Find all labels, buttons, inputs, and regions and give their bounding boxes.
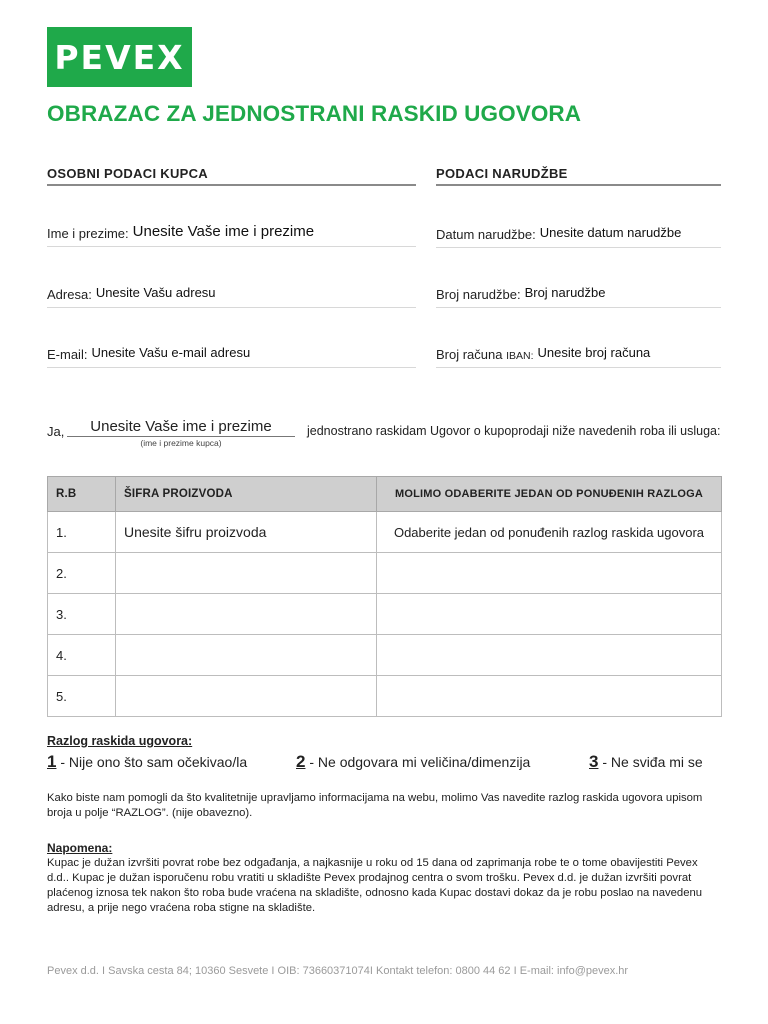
header-rb: R.B (48, 477, 116, 512)
reason-text: - Ne odgovara mi veličina/dimenzija (305, 754, 531, 770)
account-label (436, 347, 534, 367)
buyer-section-heading: OSOBNI PODACI KUPCA (47, 166, 208, 181)
declaration-prefix: Ja, (47, 424, 65, 439)
address-input[interactable]: Unesite Vašu adresu (95, 285, 216, 300)
buyer-section-divider (47, 184, 416, 186)
header-product-code: ŠIFRA PROIZVODA (116, 477, 377, 512)
reason-select[interactable]: Odaberite jedan od ponuđenih razlog raskida ugovora (377, 512, 722, 553)
pevex-logo (47, 27, 192, 87)
note-title: Napomena: (47, 841, 113, 855)
reasons-title: Razlog raskida ugovora: (47, 734, 193, 748)
name-input[interactable]: Unesite Vaše ime i prezime (132, 223, 315, 240)
product-code-input[interactable] (116, 676, 377, 717)
reason-option-2 (296, 752, 530, 772)
table-row (48, 676, 722, 717)
table-row (48, 635, 722, 676)
account-input[interactable]: Unesite broj računa (537, 345, 651, 360)
account-label-text: Broj računa (436, 347, 503, 362)
table-row (48, 512, 722, 553)
reason-option-3 (589, 752, 703, 772)
product-code-input[interactable] (116, 553, 377, 594)
declaration (47, 418, 721, 458)
declaration-text: jednostrano raskidam Ugovor o kupoprodaji niže navedenih roba ili usluga: (307, 424, 721, 438)
reason-option-1 (47, 752, 247, 772)
items-table (47, 476, 722, 717)
order-section-heading: PODACI NARUDŽBE (436, 166, 568, 181)
reason-select[interactable] (377, 553, 722, 594)
order-date-input[interactable]: Unesite datum narudžbe (539, 225, 682, 240)
order-date-field[interactable] (436, 221, 721, 248)
declaration-name-input[interactable]: Unesite Vaše ime i prezime (67, 418, 295, 437)
name-label: Ime i prezime: (47, 226, 129, 241)
reason-text: - Ne sviđa mi se (598, 754, 703, 770)
table-header-row (48, 477, 722, 512)
reason-select[interactable] (377, 594, 722, 635)
header-reason: MOLIMO ODABERITE JEDAN OD PONUĐENIH RAZLOGA (377, 477, 722, 512)
page-footer: Pevex d.d. I Savska cesta 84; 10360 Sesvete I OIB: 73660371074I Kontakt telefon: 0800 44 62 I E-mail: info@pevex.hr (47, 965, 629, 977)
reason-number: 3 (589, 752, 599, 771)
name-field[interactable] (47, 220, 416, 247)
page-title: OBRAZAC ZA JEDNOSTRANI RASKID UGOVORA (47, 101, 582, 126)
product-code-input[interactable] (116, 635, 377, 676)
note-paragraph: Kupac je dužan izvršiti povrat robe bez odgađanja, a najkasnije u roku od 15 dana od zaprimanja robe te o tome obavijestiti Pevex d.d.. Kupac je dužan isporučenu robu vratiti u skladište Pevex prodajnog centra o svom trošku. Pevex d.d. je dužan izvršiti povrat plaćenog iznosa tek nakon što roba bude vraćena na skladište, odnosno kada Kupac dostavi dokaz da je robu poslao na navedenu adresu, a prije nego vraćena roba stigne na skladište. (47, 857, 703, 914)
table-row (48, 553, 722, 594)
email-label: E-mail: (47, 347, 88, 362)
row-number: 2. (48, 553, 116, 594)
row-number: 1. (48, 512, 116, 553)
table-row (48, 594, 722, 635)
reason-select[interactable] (377, 676, 722, 717)
order-number-field[interactable] (436, 281, 721, 308)
product-code-input[interactable]: Unesite šifru proizvoda (116, 512, 377, 553)
info-paragraph: Kako biste nam pomogli da što kvalitetnije upravljamo informacijama na webu, molimo Vas navedite razlog raskida ugovora upisom broja u polje “RAZLOG”. (nije obavezno). (47, 792, 703, 819)
address-label: Adresa: (47, 287, 92, 302)
reason-text: - Nije ono što sam očekivao/la (56, 754, 248, 770)
order-section-divider (436, 184, 721, 186)
row-number: 4. (48, 635, 116, 676)
row-number: 5. (48, 676, 116, 717)
account-field[interactable] (436, 341, 721, 368)
reason-select[interactable] (377, 635, 722, 676)
logo-text: PEVEX (54, 37, 185, 77)
order-number-input[interactable]: Broj narudžbe (524, 285, 606, 300)
declaration-hint: (ime i prezime kupca) (140, 438, 222, 448)
reason-number: 1 (47, 752, 57, 771)
order-number-label: Broj narudžbe: (436, 287, 521, 302)
order-date-label: Datum narudžbe: (436, 227, 536, 242)
row-number: 3. (48, 594, 116, 635)
reason-number: 2 (296, 752, 306, 771)
address-field[interactable] (47, 281, 416, 308)
product-code-input[interactable] (116, 594, 377, 635)
email-input[interactable]: Unesite Vašu e-mail adresu (91, 345, 251, 360)
email-field[interactable] (47, 341, 416, 368)
iban-label: IBAN: (506, 350, 534, 362)
